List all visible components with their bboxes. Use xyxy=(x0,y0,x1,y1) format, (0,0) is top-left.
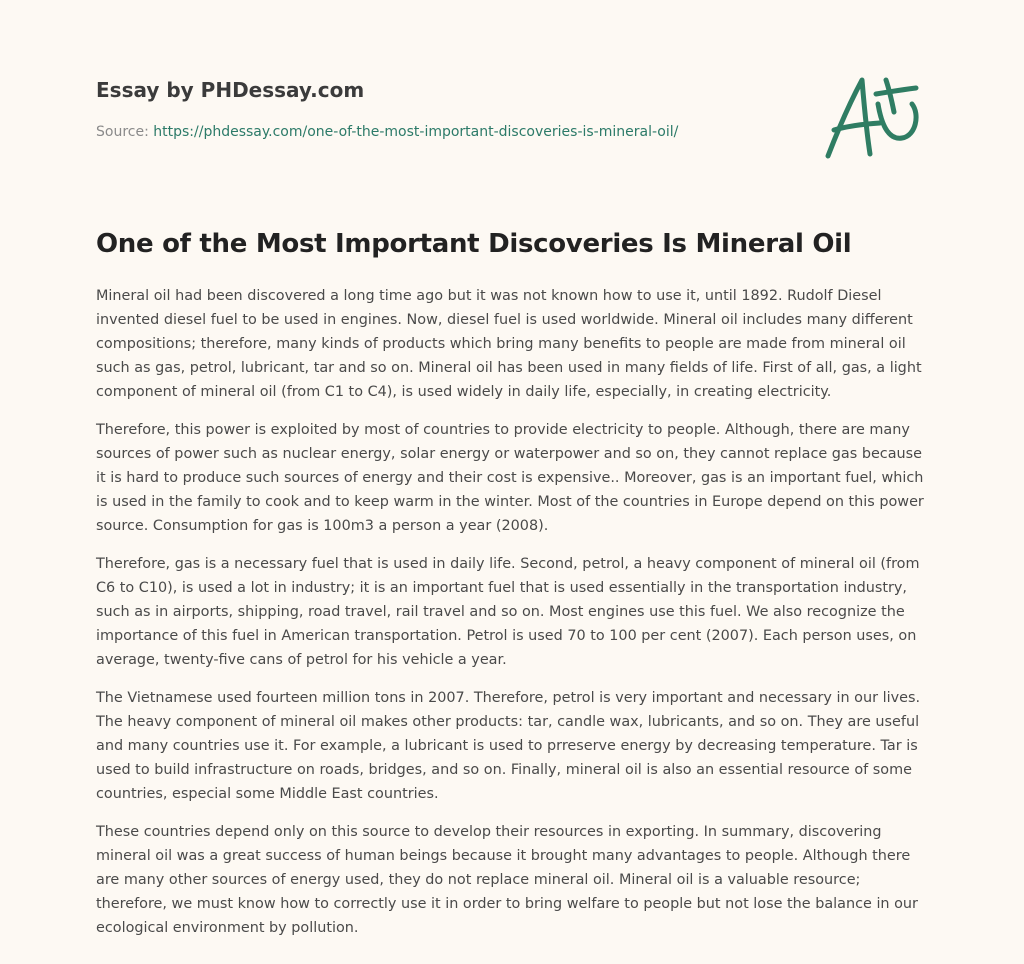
essay-paragraph: The Vietnamese used fourteen million tons in 2007. Therefore, petrol is very important and necessary in our lives. The heavy component of mineral oil makes other products: tar, candle wax, lubricants, and so on. They are useful and many countries use it. For example, a lubricant is used to prreserve energy by decreasing temperature. Tar is used to build infrastructure on roads, bridges, and so on. Finally, mineral oil is also an essential resource of some countries, especial some Middle East countries. xyxy=(96,690,921,802)
a-plus-grade-icon xyxy=(820,68,930,164)
source-link[interactable]: https://phdessay.com/one-of-the-most-important-discoveries-is-mineral-oil/ xyxy=(153,124,679,140)
essay-paragraph: Therefore, this power is exploited by most of countries to provide electricity to people. Although, there are many sources of power such as nuclear energy, solar energy or waterpower and so on, they cannot replace gas because it is hard to produce such sources of energy and their cost is expensive.. Moreover, gas is an important fuel, which is used in the family to cook and to keep warm in the winter. Most of the countries in Europe depend on this power source. Consumption for gas is 100m3 a person a year (2008). xyxy=(96,422,924,534)
essay-body xyxy=(96,284,930,954)
essay-paragraph: Mineral oil had been discovered a long time ago but it was not known how to use it, until 1892. Rudolf Diesel invented diesel fuel to be used in engines. Now, diesel fuel is used worldwide. Mineral oil includes many different compositions; therefore, many kinds of products which bring many benefits to people are made from mineral oil such as gas, petrol, lubricant, tar and so on. Mineral oil has been used in many fields of life. First of all, gas, a light component of mineral oil (from C1 to C4), is used widely in daily life, especially, in creating electricity. xyxy=(96,288,922,400)
essay-paragraph: Therefore, gas is a necessary fuel that is used in daily life. Second, petrol, a heavy component of mineral oil (from C6 to C10), is used a lot in industry; it is an important fuel that is used essentially in the transportation industry, such as in airports, shipping, road travel, rail travel and so on. Most engines use this fuel. We also recognize the importance of this fuel in American transportation. Petrol is used 70 to 100 per cent (2007). Each person uses, on average, twenty-five cans of petrol for his vehicle a year. xyxy=(96,556,920,668)
site-brand: Essay by PHDessay.com xyxy=(96,78,365,102)
source-label: Source: xyxy=(96,124,149,140)
essay-paragraph: These countries depend only on this source to develop their resources in exporting. In summary, discovering mineral oil was a great success of human beings because it brought many advantages to people. Although there are many other sources of energy used, they do not replace mineral oil. Mineral oil is a valuable resource; therefore, we must know how to correctly use it in order to bring welfare to people but not lose the balance in our ecological environment by pollution. xyxy=(96,824,918,936)
essay-title: One of the Most Important Discoveries Is Mineral Oil xyxy=(96,229,852,259)
source-line xyxy=(96,122,796,142)
page-header xyxy=(96,76,796,142)
